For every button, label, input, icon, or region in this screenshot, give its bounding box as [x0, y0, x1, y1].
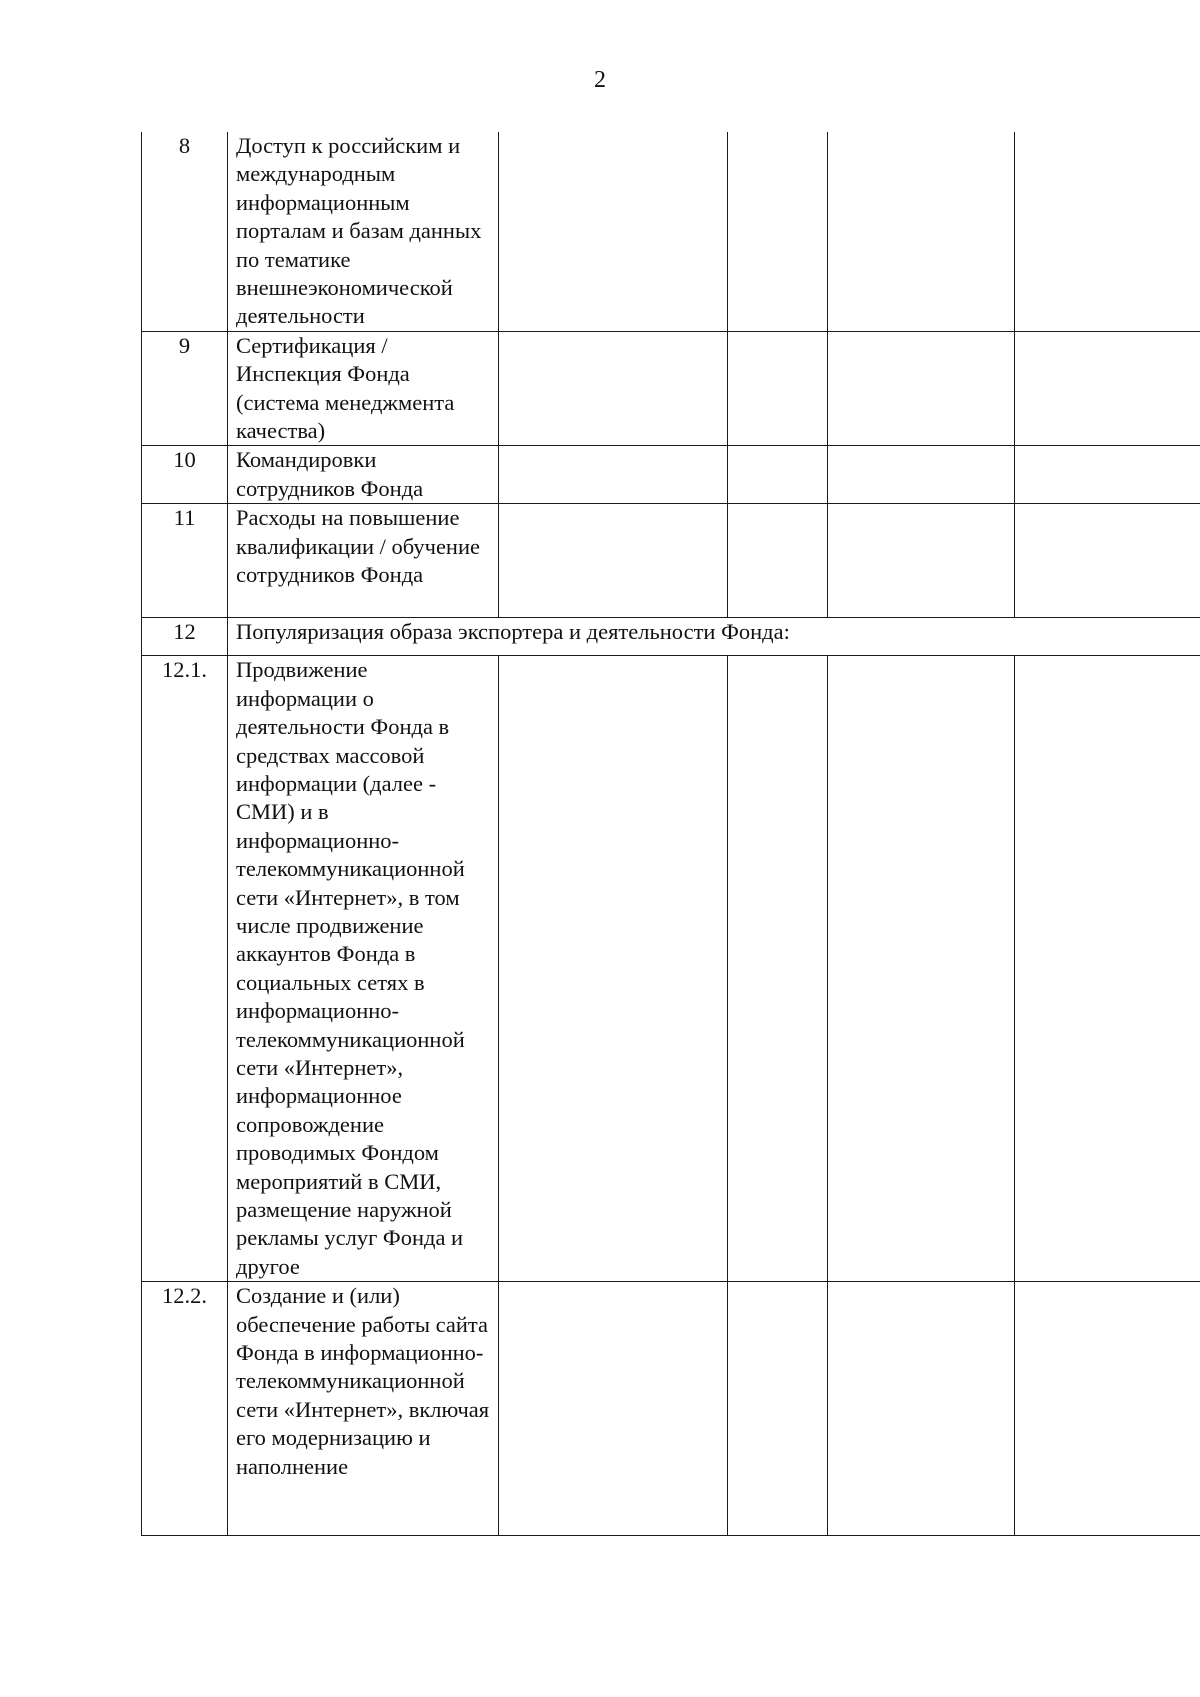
- row-number: 12.2.: [142, 1282, 228, 1536]
- row-number: 11: [142, 504, 228, 618]
- empty-cell: [1015, 446, 1200, 504]
- empty-cell: [1015, 331, 1200, 446]
- empty-cell: [1015, 504, 1200, 618]
- row-description: Сертификация / Инспекция Фонда (система менеджмента качества): [228, 331, 499, 446]
- row-description: Расходы на повышение квалификации / обучение сотрудников Фонда: [228, 504, 499, 618]
- empty-cell: [828, 1282, 1015, 1536]
- row-description: Продвижение информации о деятельности Фонда в средствах массовой информации (далее - СМИ) и в информационно-телекоммуникационной сети «Интернет», в том числе продвижение аккаунтов Фонда в социальных сетях в информационно-телекоммуникационной сети «Интернет», информационное сопровождение проводимых Фондом мероприятий в СМИ, размещение наружной рекламы услуг Фонда и другое: [228, 656, 499, 1282]
- empty-cell: [499, 504, 728, 618]
- row-number: 12.1.: [142, 656, 228, 1282]
- empty-cell: [1015, 656, 1200, 1282]
- row-description: Доступ к российским и международным информационным порталам и базам данных по тематике внешнеэкономической деятельности: [228, 132, 499, 331]
- empty-cell: [728, 446, 828, 504]
- empty-cell: [828, 132, 1015, 331]
- table-row: [142, 446, 1200, 504]
- empty-cell: [499, 656, 728, 1282]
- empty-cell: [499, 446, 728, 504]
- empty-cell: [499, 1282, 728, 1536]
- row-number: 9: [142, 331, 228, 446]
- page-number: 2: [594, 67, 606, 93]
- empty-cell: [1015, 1282, 1200, 1536]
- empty-cell: [728, 1282, 828, 1536]
- empty-cell: [828, 331, 1015, 446]
- empty-cell: [1015, 132, 1200, 331]
- table-row: [142, 504, 1200, 618]
- table-row: [142, 132, 1200, 331]
- row-number: 8: [142, 132, 228, 331]
- empty-cell: [728, 132, 828, 331]
- empty-cell: [728, 656, 828, 1282]
- table-row: [142, 331, 1200, 446]
- table-row: [142, 1282, 1200, 1536]
- row-description: Создание и (или) обеспечение работы сайта Фонда в информационно-телекоммуникационной сети «Интернет», включая его модернизацию и наполнение: [228, 1282, 499, 1536]
- empty-cell: [828, 656, 1015, 1282]
- empty-cell: [828, 446, 1015, 504]
- row-number: 12: [142, 618, 228, 656]
- empty-cell: [728, 331, 828, 446]
- empty-cell: [828, 504, 1015, 618]
- empty-cell: [728, 504, 828, 618]
- table-row: [142, 618, 1200, 656]
- expense-table: [141, 132, 1200, 1536]
- row-description: Командировки сотрудников Фонда: [228, 446, 499, 504]
- empty-cell: [499, 132, 728, 331]
- table-row: [142, 656, 1200, 1282]
- row-number: 10: [142, 446, 228, 504]
- empty-cell: [499, 331, 728, 446]
- section-heading: Популяризация образа экспортера и деятельности Фонда:: [228, 618, 1200, 656]
